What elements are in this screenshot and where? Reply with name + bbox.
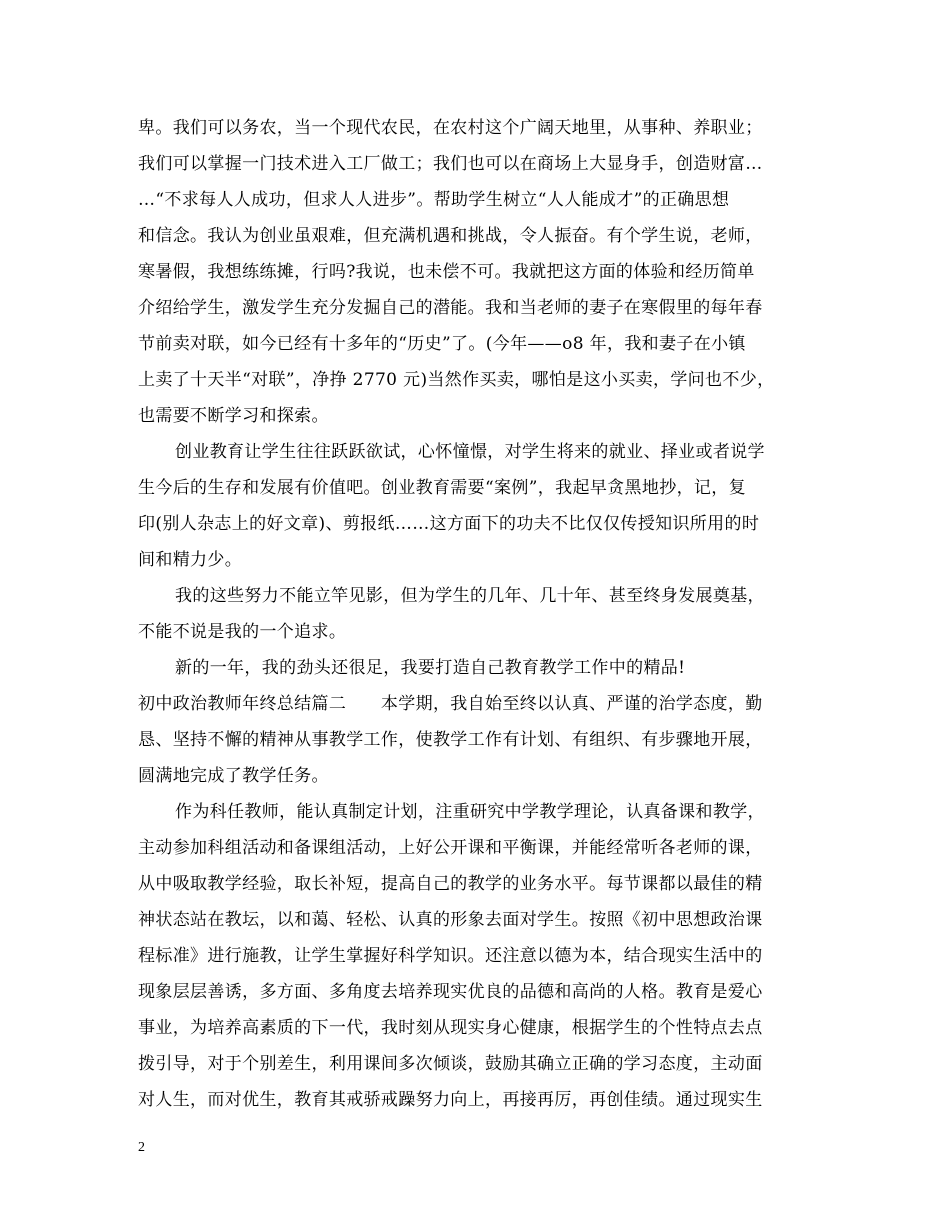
text-line-1: 卑。我们可以务农，当一个现代农民，在农村这个广阔天地里，从事种、养职业； xyxy=(138,118,763,138)
text-line-5: 寒暑假，我想练练摊，行吗?我说，也未偿不可。我就把这方面的体验和经历简单 xyxy=(138,262,755,282)
text-line-15: 不能不说是我的一个追求。 xyxy=(138,622,347,642)
page-number: 2 xyxy=(138,1140,145,1155)
text-line-7: 节前卖对联，如今已经有十多年的“历史”了。(今年——o8 年，我和妻子在小镇 xyxy=(138,334,746,354)
text-line-10: 创业教育让学生往往跃跃欲试，心怀憧憬，对学生将来的就业、择业或者说学 xyxy=(175,442,765,462)
text-line-12: 印(别人杂志上的好文章)、剪报纸……这方面下的功夫不比仅仅传授知识所用的时 xyxy=(138,514,760,534)
text-line-6: 介绍给学生，激发学生充分发掘自己的潜能。我和当老师的妻子在寒假里的每年春 xyxy=(138,298,763,318)
text-line-20: 作为科任教师，能认真制定计划，注重研究中学教学理论，认真备课和教学， xyxy=(175,802,765,822)
text-line-17: 初中政治教师年终总结篇二 本学期，我自始至终以认真、严谨的治学态度，勤 xyxy=(138,694,763,714)
text-line-3: …“不求每人人成功，但求人人进步”。帮助学生树立“人人能成才”的正确思想 xyxy=(138,190,730,210)
text-line-4: 和信念。我认为创业虽艰难，但充满机遇和挑战，令人振奋。有个学生说，老师， xyxy=(138,226,763,246)
text-line-9: 也需要不断学习和探索。 xyxy=(138,406,329,426)
text-line-19: 圆满地完成了教学任务。 xyxy=(138,766,329,786)
text-line-16: 新的一年，我的劲头还很足，我要打造自己教育教学工作中的精品! xyxy=(175,658,686,678)
text-line-27: 拨引导，对于个别差生，利用课间多次倾谈，鼓励其确立正确的学习态度，主动面 xyxy=(138,1054,763,1074)
text-line-22: 从中吸取教学经验，取长补短，提高自己的教学的业务水平。每节课都以最佳的精 xyxy=(138,874,763,894)
text-line-2: 我们可以掌握一门技术进入工厂做工；我们也可以在商场上大显身手，创造财富… xyxy=(138,154,763,174)
text-line-11: 生今后的生存和发展有价值吧。创业教育需要“案例”，我起早贪黑地抄，记，复 xyxy=(138,478,746,498)
text-line-21: 主动参加科组活动和备课组活动，上好公开课和平衡课，并能经常听各老师的课， xyxy=(138,838,763,858)
text-line-18: 恳、坚持不懈的精神从事教学工作，使教学工作有计划、有组织、有步骤地开展， xyxy=(138,730,763,750)
text-line-23: 神状态站在教坛，以和蔼、轻松、认真的形象去面对学生。按照《初中思想政治课 xyxy=(138,910,763,930)
text-line-25: 现象层层善诱，多方面、多角度去培养现实优良的品德和高尚的人格。教育是爱心 xyxy=(138,982,763,1002)
text-line-28: 对人生，而对优生，教育其戒骄戒躁努力向上，再接再厉，再创佳绩。通过现实生 xyxy=(138,1090,763,1110)
text-line-26: 事业，为培养高素质的下一代，我时刻从现实身心健康，根据学生的个性特点去点 xyxy=(138,1018,763,1038)
text-line-8: 上卖了十天半“对联”，净挣 2770 元)当然作买卖，哪怕是这小买卖，学问也不少， xyxy=(138,370,775,390)
text-line-13: 间和精力少。 xyxy=(138,550,243,570)
text-line-24: 程标准》进行施教，让学生掌握好科学知识。还注意以德为本，结合现实生活中的 xyxy=(138,946,763,966)
text-line-14: 我的这些努力不能立竿见影，但为学生的几年、几十年、甚至终身发展奠基， xyxy=(175,586,765,606)
